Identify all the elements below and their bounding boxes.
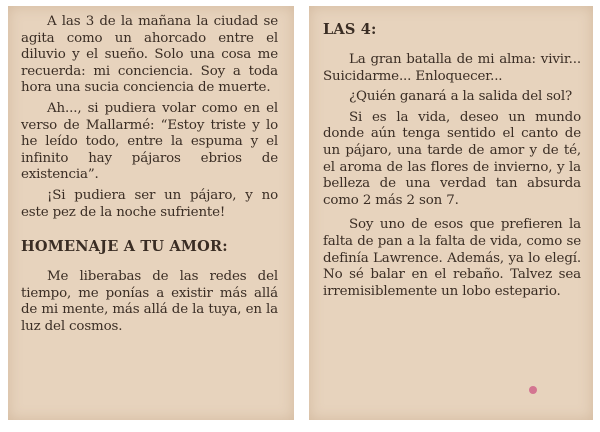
right-page-clipping [309,6,593,420]
paragraph-quien-ganara: ¿Quién ganará a la salida del sol? [349,89,572,105]
paragraph-batalla: La gran batalla de mi alma: vivir... Suicidarme... Enloquecer... [323,52,581,84]
paragraph-bird: ¡Si pudiera ser un pájaro, y no este pez de la noche sufriente! [21,187,278,220]
heading-homenaje: HOMENAJE A TU AMOR: [21,238,228,256]
paragraph-liberabas: Me liberabas de las redes del tiempo, me ponías a existir más allá de mi mente, más allá de la tuya, en la luz del cosmos. [21,269,278,334]
paragraph-three-am: A las 3 de la mañana la ciudad se agita como un ahorcado entre el diluvio y el sueño. Solo una cosa me recuerda: mi conciencia. Soy a toda hora una sucia conciencia de muerte. [21,14,278,96]
paragraph-mallarme: Ah..., si pudiera volar como en el verso de Mallarmé: “Estoy triste y lo he leído todo, entre la espuma y el infinito hay pájaros ebrios de existencia”. [21,100,278,183]
paragraph-soy-uno: Soy uno de esos que prefieren la falta de pan a la falta de vida, como se definía Lawrence. Además, ya lo elegí. No sé balar en el rebaño. Talvez sea irremisiblemente un lobo estepario. [323,217,581,299]
heading-las-4: LAS 4: [323,21,377,38]
ink-mark-dot [529,386,537,394]
left-page-clipping [8,6,294,420]
paragraph-si-es-la-vida: Si es la vida, deseo un mundo donde aún tenga sentido el canto de un pájaro, una tarde de amor y de té, el aroma de las flores de invierno, y la belleza de una verdad tan absurda como 2 más 2 son 7. [323,109,581,208]
